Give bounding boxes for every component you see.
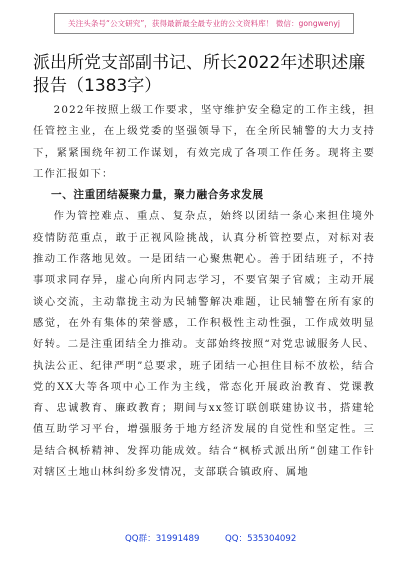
section-heading: 一、注重团结凝聚力量，聚力融合务求发展 bbox=[51, 189, 264, 202]
footer-qq: QQ：535304092 bbox=[225, 534, 297, 544]
section-paragraph: 作为管控难点、重点、复杂点，始终以团结一条心来担住境外疫情防范重点，敢于正视风险挑战，认真分析管控要点，对标对表推动工作落地见效。一是团结一心聚焦靶心。善于团结班子，不持事项求同存异，虚心向所内同志学习，不要官架子官威；主动开展谈心交流，主动靠拢主动为民辅警解决难题，让民辅警在所有家的感觉，在外有集体的荣誉感，工作积极性主动性强，工作成效明显好转。二是注重团结全力推动。支部始终按照“对党忠诚服务人民、执法公正、纪律严明”总要求，班子团结一心担住目标不放松，结合党的XX大等各项中心工作为主线，常态化开展政治教育、党课教育、忠诚教育、廉政教育；期间与xx签订联创联建协议书，搭建轮值互助学习平台，增强服务于地方经济发展的自觉性和坚定性。三是结合枫桥精神、发挥功能成效。结合“枫桥式派出所”创建工作针对辖区土地山林纠纷多发情况，支部联合镇政府、属地 bbox=[33, 210, 375, 479]
document-body bbox=[33, 100, 375, 483]
footer bbox=[0, 531, 408, 547]
document-title: 派出所党支部副书记、所长2022年述职述廉报告（1383字） bbox=[33, 53, 366, 96]
promo-banner: 关注头条号“公文研究”，获得最新最全最专业的公文资料库！ 微信：gongwenyj bbox=[54, 13, 354, 34]
footer-qq-group: QQ群：31991489 bbox=[125, 534, 200, 544]
intro-paragraph: 2022年按照上级工作要求，坚守维护安全稳定的工作主线，担任管控主业，在上级党委的坚强领导下，在全所民辅警的大力支持下，紧紧围绕年初工作谋划，有效完成了各项工作任务。现将主要工作汇报如下： bbox=[33, 104, 375, 180]
